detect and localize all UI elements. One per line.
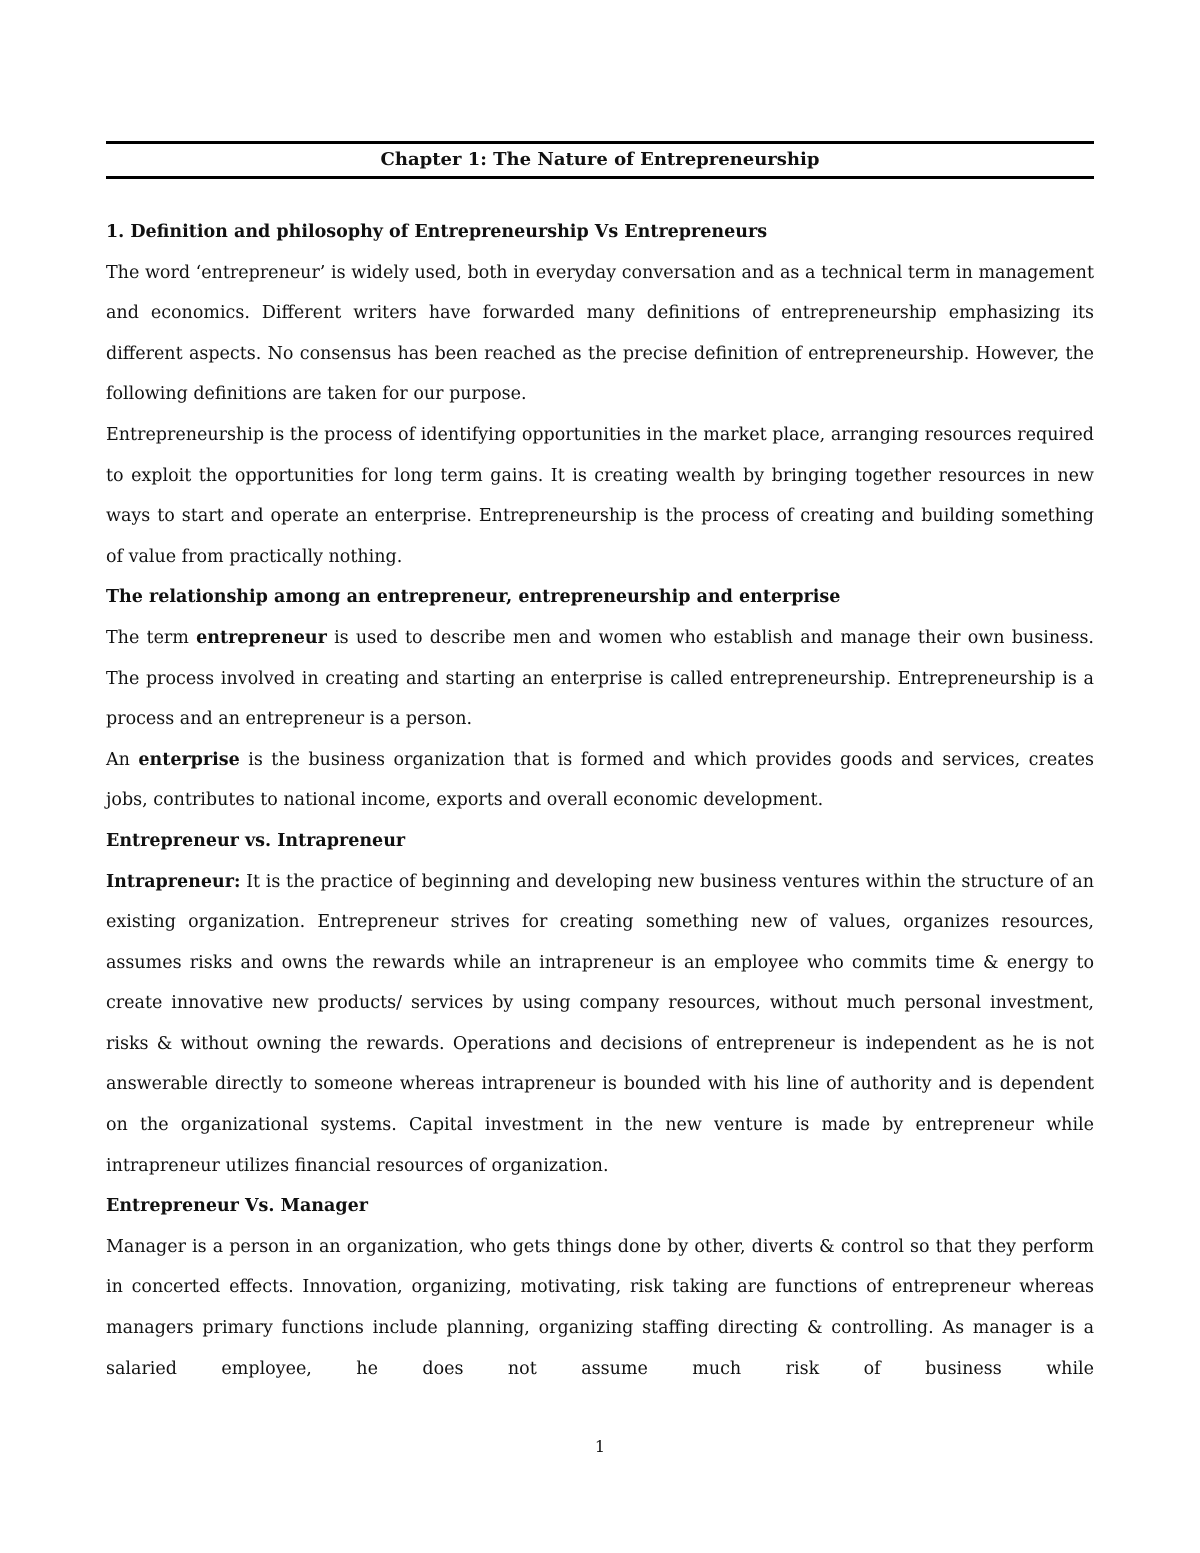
paragraph-entrepreneurship-process: Entrepreneurship is the process of identifying opportunities in the market place, arranging resources required to exploit the opportunities for long term gains. It is creating wealth by bringing together resources in new ways to start and operate an enterprise. Entrepreneurship is the process of creating and building something of value from practically nothing. bbox=[106, 424, 1094, 567]
section-heading-definition: 1. Definition and philosophy of Entrepreneurship Vs Entrepreneurs bbox=[106, 222, 768, 242]
text-run: It is the practice of beginning and developing new business ventures within the structure of an existing organization. Entrepreneur strives for creating something new of values, organizes resources, assumes risks and owns the rewards while an intrapreneur is an employee who commits time & energy to create innovative new products/ services by using company resources, without much personal investment, risks & without owning the rewards. Operations and decisions of entrepreneur is independent as he is not answerable directly to someone whereas intrapreneur is bounded with his line of authority and is dependent on the organizational systems. Capital investment in the new venture is made by entrepreneur while intrapreneur utilizes financial resources of organization. bbox=[106, 871, 1094, 1176]
paragraph-manager: Manager is a person in an organization, who gets things done by other, diverts & control so that they perform in concerted effects. Innovation, organizing, motivating, risk taking are functions of entrepreneur whereas managers primary functions include planning, organizing staffing directing & controlling. As manager is a salaried employee, he does not assume much risk of business while bbox=[106, 1236, 1094, 1379]
top-rule bbox=[106, 141, 1094, 144]
text-run: is used to describe men and women who establish and manage their own business. The process involved in creating and starting an enterprise is called entrepreneurship. Entrepreneurship is a process and an entrepreneur is a person. bbox=[106, 627, 1094, 730]
bottom-rule bbox=[106, 176, 1094, 179]
chapter-title: Chapter 1: The Nature of Entrepreneurship bbox=[380, 149, 820, 170]
section-heading-manager: Entrepreneur Vs. Manager bbox=[106, 1196, 368, 1217]
paragraph-intrapreneur bbox=[106, 862, 1094, 1187]
bold-term-intrapreneur: Intrapreneur: bbox=[106, 871, 241, 892]
bold-term-enterprise: enterprise bbox=[138, 749, 240, 770]
paragraph-entrepreneur-term bbox=[106, 618, 1094, 740]
bold-term-entrepreneur: entrepreneur bbox=[196, 627, 327, 648]
section-heading-relationship: The relationship among an entrepreneur, entrepreneurship and enterprise bbox=[106, 587, 841, 608]
text-run: An bbox=[106, 749, 139, 770]
text-run: The term bbox=[106, 627, 197, 648]
paragraph-enterprise bbox=[106, 740, 1094, 821]
page-number: 1 bbox=[594, 1437, 606, 1456]
text-run: is the business organization that is formed and which provides goods and services, creates jobs, contributes to national income, exports and overall economic development. bbox=[106, 749, 1094, 811]
section-heading-intrapreneur: Entrepreneur vs. Intrapreneur bbox=[106, 830, 406, 851]
document-body bbox=[106, 212, 1094, 1389]
paragraph-definition: The word ‘entrepreneur’ is widely used, both in everyday conversation and as a technical term in management and economics. Different writers have forwarded many definitions of entrepreneurship emphasizing its different aspects. No consensus has been reached as the precise definition of entrepreneurship. However, the following definitions are taken for our purpose. bbox=[106, 262, 1094, 405]
